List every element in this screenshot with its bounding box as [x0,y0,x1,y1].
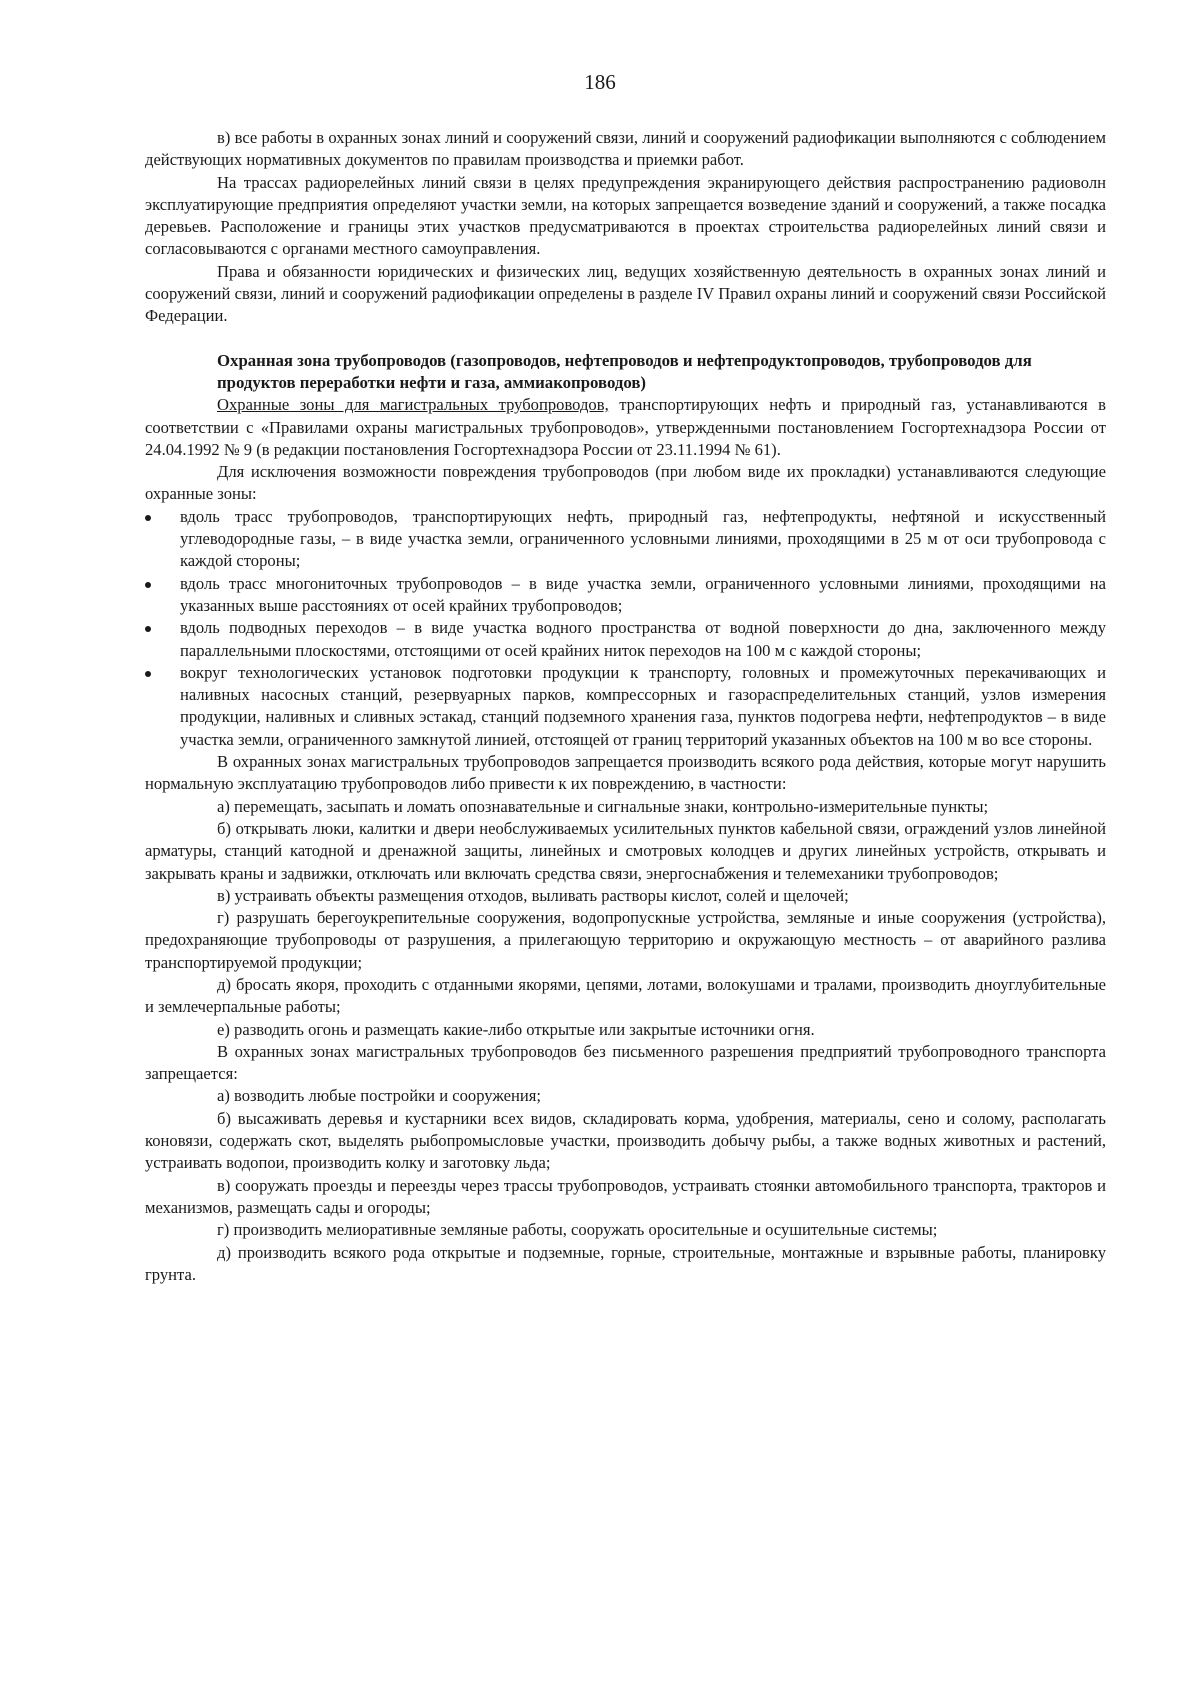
bullet-icon [145,515,151,521]
list-item [145,573,1106,618]
bullet-icon [145,626,151,632]
permission-item-b: б) высаживать деревья и кустарники всех видов, складировать корма, удобрения, материалы, сено и солому, располагать коновязи, содержать скот, выделять рыбопромысловые участки, производить добычу рыбы, а также водных животных и растений, устраивать водопои, производить колку и заготовку льда; [145,1108,1106,1173]
section-paragraph-4: В охранных зонах магистральных трубопроводов без письменного разрешения предприятий трубопроводного транспорта запрещается: [145,1041,1106,1084]
prohibited-item-a: а) перемещать, засыпать и ломать опознавательные и сигнальные знаки, контрольно-измерительные пункты; [217,796,989,816]
list-item-text: вдоль трасс многониточных трубопроводов – в виде участка земли, ограниченного условными линиями, проходящими на указанных выше расстояниях от осей крайних трубопроводов; [180,573,1106,615]
page-number: 186 [584,70,616,94]
section-heading: Охранная зона трубопроводов (газопроводов, нефтепроводов и нефтепродуктопроводов, трубопроводов для продуктов переработки нефти и газа, аммиакопроводов) [217,350,1032,392]
permission-item-e: д) производить всякого рода открытые и подземные, горные, строительные, монтажные и взрывные работы, планировку грунта. [145,1242,1106,1284]
permission-item-d: г) производить мелиоративные земляные работы, сооружать оросительные и осушительные системы; [217,1220,938,1240]
section-paragraph-2: Для исключения возможности повреждения трубопроводов (при любом виде их прокладки) устанавливаются следующие охранные зоны: [145,462,1106,504]
prohibited-item-c: в) устраивать объекты размещения отходов, выливать растворы кислот, солей и щелочей; [217,885,849,905]
list-item-text: вдоль трасс трубопроводов, транспортирующих нефть, природный газ, нефтепродукты, нефтяной и искусственный углеводородные газы, – в виде участка земли, ограниченного условными линиями, проходящими в 25 м от оси трубопровода с каждой стороны; [180,506,1106,571]
intro-paragraph-3: Права и обязанности юридических и физических лиц, ведущих хозяйственную деятельность в охранных зонах линий и сооружений связи, линий и сооружений радиофикации определены в разделе IV Правил охраны линий и сооружений связи Российской Федерации. [145,261,1106,326]
protection-zones-list [145,506,1106,751]
list-item-text: вдоль подводных переходов – в виде участка водного пространства от водной поверхности до дна, заключенного между параллельными плоскостями, отстоящими от осей крайних ниток переходов на 100 м с каждой стороны; [180,618,1106,660]
prohibited-item-f: е) разводить огонь и размещать какие-либо открытые или закрытые источники огня. [217,1019,815,1039]
intro-paragraph-2: На трассах радиорелейных линий связи в целях предупреждения экранирующего действия распространению радиоволн эксплуатирующие предприятия определяют участки земли, на которых запрещается возведение зданий и сооружений, а также посадка деревьев. Расположение и границы этих участков предусматриваются в проектах строительства радиорелейных линий связи и согласовываются с органами местного самоуправления. [145,172,1106,259]
list-item [145,506,1106,573]
list-item [145,662,1106,751]
bullet-icon [145,582,151,588]
prohibited-item-e: д) бросать якоря, проходить с отданными якорями, цепями, лотами, волокушами и тралами, производить дноуглубительные и землечерпальные работы; [145,974,1106,1017]
permission-item-a: а) возводить любые постройки и сооружения; [217,1086,541,1106]
list-item [145,617,1106,662]
document-body [145,127,1106,1286]
intro-paragraph-1: в) все работы в охранных зонах линий и сооружений связи, линий и сооружений радиофикации выполняются с соблюдением действующих нормативных документов по правилам производства и приемки работ. [145,128,1106,170]
prohibited-item-b: б) открывать люки, калитки и двери необслуживаемых усилительных пунктов кабельной связи, ограждений узлов линейной арматуры, станций катодной и дренажной защиты, линейных и смотровых колодцев и других линейных устройств, открывать и закрывать краны и задвижки, отключать или включать средства связи, энергоснабжения и телемеханики трубопроводов; [145,818,1106,883]
underlined-term: Охранные зоны для магистральных трубопроводов, [217,395,609,415]
section-paragraph-1 [145,394,1106,461]
section-paragraph-1-rest: транспортирующих нефть и природный газ, устанавливаются в соответствии с «Правилами охраны магистральных трубопроводов», утвержденными постановлением Госгортехнадзора России от 24.04.1992 № 9 (в редакции постановления Госгортехнадзора России от 23.11.1994 № 61). [145,395,1106,459]
list-item-text: вокруг технологических установок подготовки продукции к транспорту, головных и промежуточных перекачивающих и наливных насосных станций, резервуарных парков, компрессорных и газораспределительных станций, узлов измерения продукции, наливных и сливных эстакад, станций подземного хранения газа, пунктов подогрева нефти, нефтепродуктов – в виде участка земли, ограниченного замкнутой линией, отстоящей от границ территорий указанных объектов на 100 м во все стороны. [180,662,1106,749]
prohibited-item-d: г) разрушать берегоукрепительные сооружения, водопропускные устройства, земляные и иные сооружения (устройства), предохраняющие трубопроводы от разрушения, а прилегающую территорию и окружающую местность – от аварийного разлива транспортируемой продукции; [145,908,1106,972]
section-paragraph-3: В охранных зонах магистральных трубопроводов запрещается производить всякого рода действия, которые могут нарушить нормальную эксплуатацию трубопроводов либо привести к их повреждению, в частности: [145,752,1106,794]
permission-item-c: в) сооружать проезды и переезды через трассы трубопроводов, устраивать стоянки автомобильного транспорта, тракторов и механизмов, размещать сады и огороды; [145,1175,1106,1217]
bullet-icon [145,671,151,677]
